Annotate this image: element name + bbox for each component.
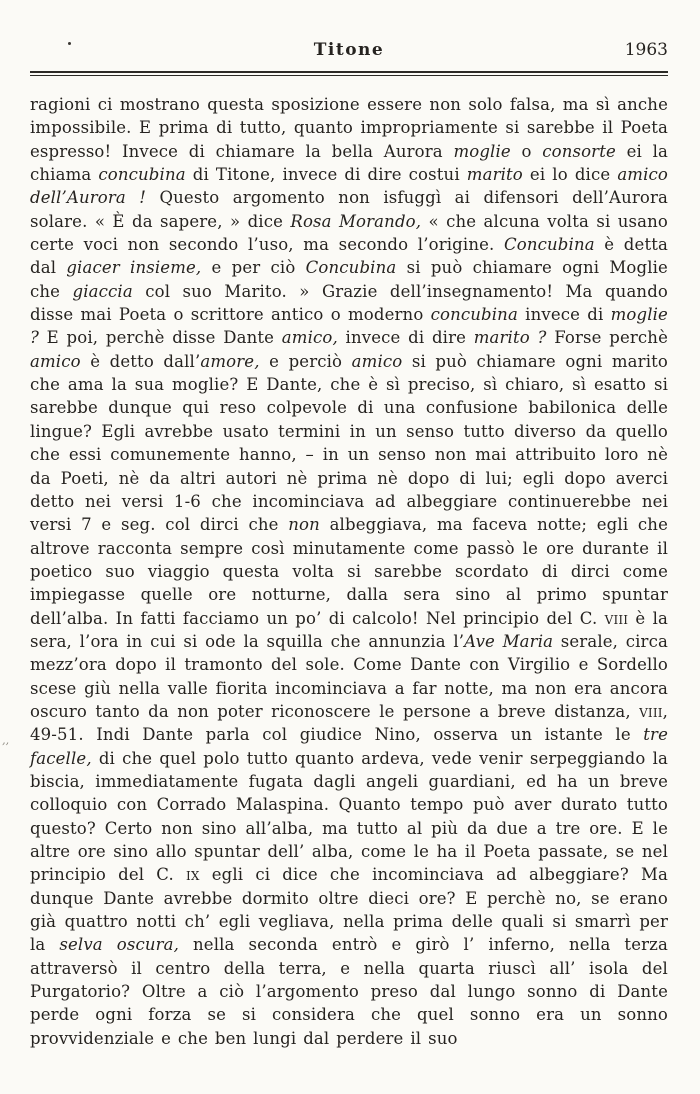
text-run: Ave Maria — [464, 631, 554, 651]
text-run: amico — [351, 351, 403, 371]
text-run: col suo Marito. » Grazie dell’insegnamento! Ma quando disse mai Poeta o scrittore antico o moderno — [30, 281, 669, 325]
page-number: 1963 — [624, 40, 668, 60]
text-run: Rosa Morando, — [290, 211, 422, 231]
text-run: Forse perchè — [546, 328, 668, 348]
text-run: moglie ? — [30, 305, 668, 348]
text-run: di Titone, invece di dire costui — [185, 165, 467, 185]
text-run: Questo argomento non isfuggì ai difensori dell’Aurora solare. « È da sapere, » dice — [30, 188, 669, 231]
text-run: è detto dall’ — [80, 351, 201, 371]
text-run: marito — [466, 165, 523, 185]
text-run: selva oscura, — [59, 935, 180, 955]
header-rule-thick — [30, 71, 668, 73]
body-text — [30, 93, 668, 1050]
text-run: Concubina — [305, 258, 397, 278]
text-run: consorte — [542, 141, 616, 161]
text-run: si può chiamare ogni marito che ama la sua moglie? E Dante, che è sì preciso, sì chiaro, sì esatto si sarebbe dunque qui reso colpevole di una confusione babilonica delle lingue? Egli avrebbe usato termini in un senso tutto diverso da quello che essi comunemente hanno, – in un senso non mai attribuito loro nè da Poeti, nè da altri autori nè prima nè dopo di lui; egli dopo averci detto nei versi 1-6 che incominciava ad albeggiare continuerebbe nei versi 7 e seg. col dirci che — [30, 351, 668, 535]
text-run: tre facelle, — [30, 725, 668, 768]
margin-mark: ‚‚ — [2, 734, 9, 747]
text-run: nella seconda entrò e girò l’ inferno, nella terza attraversò il centro della terra, e nella quarta riuscì all’ isola del Purgatorio? Oltre a ciò l’argomento preso dal lungo sonno di Dante perde ogni forza se si considera che quel sonno era un sonno provvidenziale e che ben lungi dal perdere il suo — [30, 935, 668, 1048]
text-run: invece di dire — [337, 328, 474, 348]
text-run: giaccia — [72, 281, 133, 301]
text-run: ragioni ci mostrano questa sposizione essere non solo falsa, ma sì anche impossibile. E prima di tutto, quanto impropriamente si sarebbe il Poeta espresso! Invece di chiamare la bella Aurora — [30, 95, 668, 161]
text-run: marito ? — [473, 328, 547, 348]
text-run: o — [510, 141, 543, 161]
text-run: serale, circa mezz’ora dopo il tramonto del sole. Come Dante con Virgilio e Sordello scese giù nella valle fiorita incominciava a far notte, ma non era ancora oscuro tanto da non poter riconoscere le persone a breve distanza, — [30, 631, 668, 721]
text-run: e per ciò — [201, 258, 306, 278]
running-title: Titone — [313, 40, 385, 60]
text-run: amore, — [200, 351, 260, 371]
text-run: amico, — [281, 328, 338, 348]
text-run: « che alcuna volta si usano certe voci non secondo l’uso, ma secondo l’origine. — [30, 211, 668, 255]
text-run: amico — [30, 351, 81, 371]
text-run: Concubina — [504, 235, 595, 255]
text-run: egli ci dice che incominciava ad albeggiare? Ma dunque Dante avrebbe dormito oltre dieci ore? E perchè no, se erano già quattro notti ch’ egli vegliava, nella prima delle quali si smarrì per la — [30, 865, 668, 955]
text-run: si può chiamare ogni Moglie che — [30, 258, 668, 301]
text-run: amico dell’Aurora ! — [30, 165, 668, 208]
text-run: giacer insieme, — [66, 258, 202, 278]
text-run: non — [288, 515, 320, 535]
text-run: e perciò — [259, 351, 352, 371]
text-run: è la sera, l’ora in cui si ode la squilla che annunzia l’ — [30, 608, 668, 651]
text-run: concubina — [98, 165, 186, 185]
text-run: albeggiava, ma faceva notte; egli che altrove racconta sempre così minutamente come passò le ore durante il poetico suo viaggio questa volta si sarebbe scordato di dirci come impiegasse quelle ore notturne, dalla sera sino al primo spuntar dell’alba. In fatti facciamo un po’ di calcolo! Nel principio del C. — [30, 515, 668, 628]
text-run: di che quel polo tutto quanto ardeva, vede venir serpeggiando la biscia, immediatamente fugata dagli angeli guardiani, ed ha un breve colloquio con Corrado Malaspina. Quanto tempo può aver durato tutto questo? Certo non sino all’alba, ma tutto al più da due a tre ore. E le altre ore sino allo spuntar dell’ alba, come le ha il Poeta passate, se nel principio del C. — [30, 748, 668, 885]
text-run: ei lo dice — [522, 165, 618, 185]
text-run: ei la chiama — [30, 141, 669, 185]
page-header — [30, 0, 668, 64]
text-run: 49-51. Indi Dante parla col giudice Nino, osserva un istante le — [30, 725, 644, 745]
text-run: viii, — [639, 701, 668, 721]
text-run: è detta dal — [30, 235, 668, 278]
text-run: invece di — [517, 305, 611, 325]
text-run: concubina — [430, 305, 518, 325]
header-rule-thin — [30, 75, 668, 76]
text-run: ix — [186, 865, 200, 885]
text-run: viii — [604, 608, 629, 628]
text-run: E poi, perchè disse Dante — [39, 328, 282, 348]
text-run: moglie — [453, 141, 511, 161]
